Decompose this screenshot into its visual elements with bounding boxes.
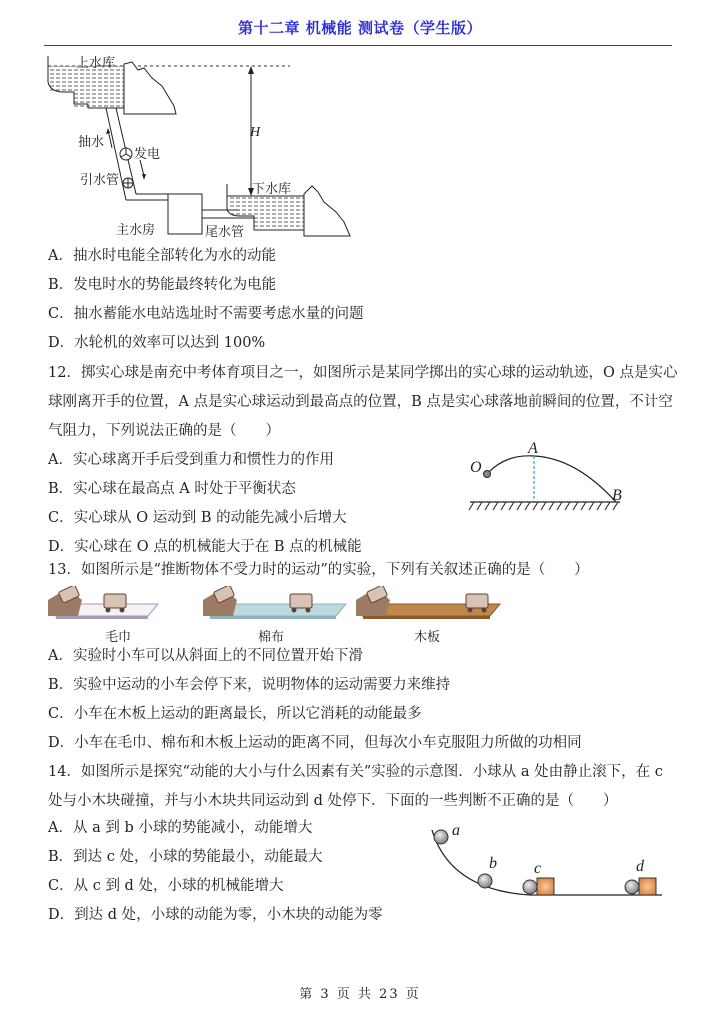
page-header-title: 第十二章 机械能 测试卷（学生版）: [238, 19, 482, 37]
q14-option-a: [48, 818, 312, 838]
option-text: 到达 d 处，小球的动能为零，小木块的动能为零: [74, 907, 383, 923]
option-text: 实心球从 O 运动到 B 的动能先减小后增大: [73, 510, 347, 526]
option-text: 实验中运动的小车会停下来，说明物体的运动需要力来维持: [73, 677, 451, 693]
label-pump: 抽水: [78, 135, 105, 150]
option-letter: B．: [48, 277, 74, 293]
q13-option-c: [48, 704, 422, 724]
q12-stem-line-3: 气阻力，下列说法正确的是（ ）: [48, 423, 280, 439]
option-text: 小车在毛巾、棉布和木板上运动的距离不同，但每次小车克服阻力所做的功相同: [74, 735, 582, 751]
q11-option-a: [48, 246, 276, 266]
option-text: 实心球离开手后受到重力和惯性力的作用: [72, 452, 334, 468]
label-height: H: [250, 125, 261, 140]
label-upper-reservoir: 上水库: [76, 56, 116, 71]
label-lower-reservoir: 下水库: [252, 182, 292, 197]
option-letter: D．: [48, 907, 75, 923]
option-text: 实心球在 O 点的机械能大于在 B 点的机械能: [74, 539, 362, 555]
option-letter: D．: [48, 539, 75, 555]
q12-stem-line-1: 12．掷实心球是南充中考体育项目之一，如图所示是某同学掷出的实心球的运动轨迹，O 点是实心: [48, 365, 678, 381]
q14-stem-line-2: 处与小木块碰撞，并与小木块共同运动到 d 处停下．下面的一些判断不正确的是（ ）: [48, 793, 618, 809]
option-letter: C．: [48, 510, 74, 526]
q13-stem: 13．如图所示是“推断物体不受力时的运动”的实验，下列有关叙述正确的是（ ）: [48, 562, 589, 578]
option-text: 从 c 到 d 处，小球的机械能增大: [73, 878, 284, 894]
q12-stem-line-2: 球刚离开手的位置，A 点是实心球运动到最高点的位置，B 点是实心球落地前瞬间的位置，不计空: [48, 394, 673, 410]
option-letter: B．: [48, 481, 74, 497]
option-letter: A．: [48, 452, 73, 468]
option-text: 抽水蓄能水电站选址时不需要考虑水量的问题: [73, 306, 364, 322]
option-letter: D．: [48, 335, 75, 351]
label-penstock: 引水管: [80, 173, 120, 188]
label-surface-wood: 木板: [414, 630, 441, 645]
q14-option-b: [48, 847, 323, 867]
q13-option-b: [48, 675, 450, 695]
label-surface-cotton: 棉布: [258, 630, 285, 645]
q14-option-d: [48, 905, 383, 925]
option-letter: A．: [48, 648, 73, 664]
projectile-trajectory-diagram: [466, 440, 636, 520]
option-letter: C．: [48, 878, 74, 894]
q12-option-b: [48, 479, 296, 499]
label-a: a: [452, 822, 460, 839]
label-point-a: A: [528, 440, 538, 457]
q11-option-d: [48, 333, 265, 353]
label-tailrace: 尾水管: [205, 225, 245, 240]
label-c: c: [534, 860, 542, 877]
label-d: d: [636, 858, 644, 875]
option-letter: B．: [48, 677, 74, 693]
q13-option-d: [48, 733, 582, 753]
label-surface-towel: 毛巾: [105, 630, 132, 645]
option-letter: D．: [48, 735, 75, 751]
option-text: 抽水时电能全部转化为水的动能: [72, 248, 276, 264]
option-letter: C．: [48, 706, 74, 722]
page-number-footer: 第 3 页 共 23 页: [299, 987, 421, 1002]
label-b: b: [489, 855, 497, 872]
q12-option-c: [48, 508, 347, 528]
option-text: 从 a 到 b 小球的势能减小，动能增大: [72, 820, 313, 836]
q14-option-c: [48, 876, 283, 896]
label-powerhouse: 主水房: [116, 223, 156, 238]
option-text: 实心球在最高点 A 时处于平衡状态: [73, 481, 296, 497]
q12-option-a: [48, 450, 334, 470]
option-letter: B．: [48, 849, 74, 865]
option-letter: A．: [48, 248, 73, 264]
option-letter: A．: [48, 820, 73, 836]
option-text: 实验时小车可以从斜面上的不同位置开始下滑: [72, 648, 363, 664]
option-text: 水轮机的效率可以达到 100%: [74, 335, 266, 351]
q12-option-d: [48, 537, 362, 557]
option-text: 小车在木板上运动的距离最长，所以它消耗的动能最多: [73, 706, 422, 722]
option-text: 到达 c 处，小球的势能最小，动能最大: [73, 849, 323, 865]
option-letter: C．: [48, 306, 74, 322]
label-point-b: B: [612, 487, 622, 504]
label-point-o: O: [470, 459, 482, 476]
q11-option-c: [48, 304, 364, 324]
surfaces-experiment-diagram: [48, 586, 508, 624]
q13-option-a: [48, 646, 363, 666]
q11-option-b: [48, 275, 276, 295]
label-generate: 发电: [134, 147, 161, 162]
q14-stem-line-1: 14．如图所示是探究“动能的大小与什么因素有关”实验的示意图．小球从 a 处由静止滚下，在 c: [48, 764, 663, 780]
option-text: 发电时水的势能最终转化为电能: [73, 277, 277, 293]
header-divider: [44, 45, 672, 46]
